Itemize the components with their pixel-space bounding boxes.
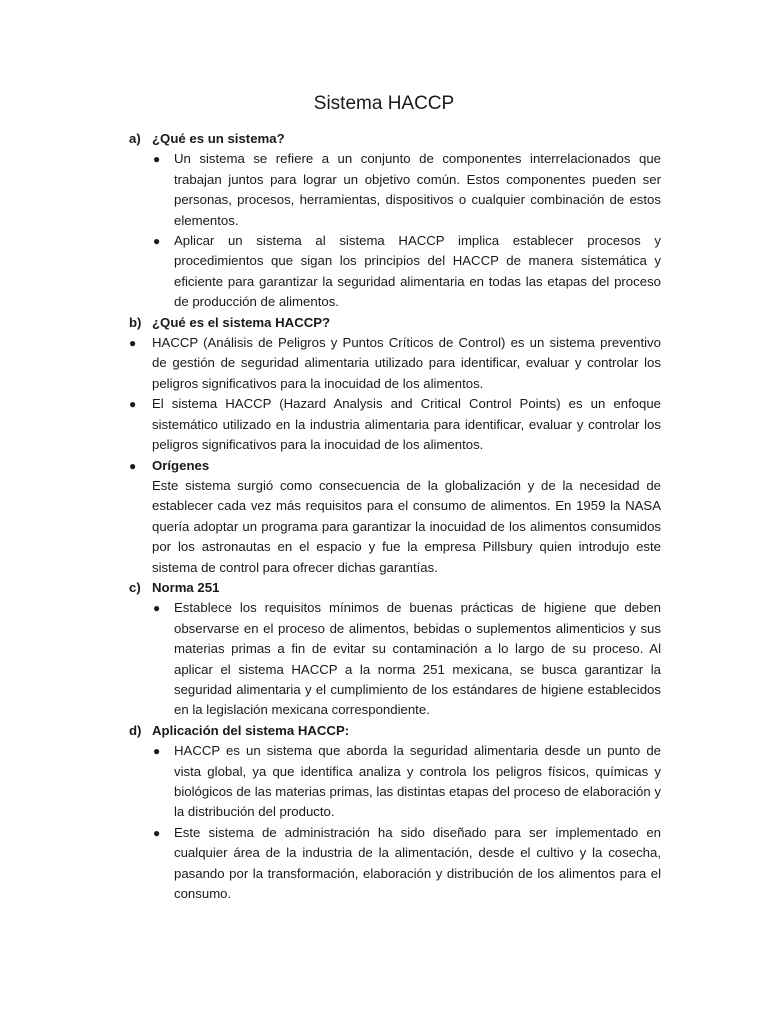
section-d-item-1	[129, 741, 661, 823]
section-c-title: Norma 251	[152, 579, 220, 595]
section-a-title: ¿Qué es un sistema?	[152, 131, 285, 146]
document-body	[129, 129, 661, 904]
bullet-icon: ●	[153, 601, 161, 616]
section-a-heading	[129, 129, 661, 149]
section-a-item-1-text: Un sistema se refiere a un conjunto de componentes interrelacionados que trabajan juntos para lograr un objetivo común. Estos componentes pueden ser personas, procesos, herramientas, dispositivos o cualquier combinación de estos elementos.	[174, 151, 661, 228]
bullet-icon: ●	[153, 744, 161, 759]
section-d-item-2-text: Este sistema de administración ha sido diseñado para ser implementado en cualquier área de la industria de la alimentación, desde el cultivo y la cosecha, pasando por la transformación, elaboración y distribución de los alimentos para el consumo.	[174, 824, 661, 902]
section-d-heading	[129, 721, 661, 741]
section-b-item-2	[129, 394, 661, 455]
section-b-item-2-text: El sistema HACCP (Hazard Analysis and Critical Control Points) es un enfoque sistemático utilizado en la industria alimentaria para identificar, evaluar y controlar los peligros significativos para la inocuidad de los alimentos.	[152, 396, 661, 453]
bullet-icon: ●	[129, 397, 137, 412]
bullet-icon: ●	[153, 825, 161, 840]
section-a-item-1	[129, 149, 661, 231]
origins-text: Este sistema surgió como consecuencia de la globalización y de la necesidad de establecer cada vez más requisitos para el consumo de alimentos. En 1959 la NASA quería adoptar un programa para garantizar la inocuidad de los alimentos consumidos por los astronautas en el espacio y fue la empresa Pillsbury quien introdujo este sistema de control para ofrecer dichas garantías.	[152, 477, 661, 575]
section-b-title: ¿Qué es el sistema HACCP?	[152, 314, 331, 330]
section-c-item-1	[129, 598, 661, 720]
section-a-item-2	[129, 231, 661, 313]
origins-label: Orígenes	[152, 457, 210, 473]
section-d-letter: d)	[129, 722, 142, 738]
section-b-item-1	[129, 333, 661, 394]
section-a-item-2-text: Aplicar un sistema al sistema HACCP implica establecer procesos y procedimientos que sigan los principios del HACCP de manera sistemática y eficiente para garantizar la seguridad alimentaria en todas las etapas del proceso de producción de alimentos.	[174, 233, 661, 310]
bullet-icon: ●	[129, 336, 137, 351]
section-d-item-1-text: HACCP es un sistema que aborda la seguridad alimentaria desde un punto de vista global, ya que identifica analiza y controla los peligros físicos, químicas y biológicos de las materias primas, las distintas etapas del proceso de elaboración y la distribución del producto.	[174, 743, 661, 820]
bullet-icon: ●	[153, 234, 161, 249]
section-d-item-2	[129, 823, 661, 905]
section-a-letter: a)	[129, 131, 141, 146]
document-title: Sistema HACCP	[313, 93, 455, 114]
section-c-item-1-text: Establece los requisitos mínimos de buenas prácticas de higiene que deben observarse en el proceso de alimentos, bebidas o suplementos alimenticios y sus materias primas a fin de evitar su contaminación a lo largo de su proceso. Al aplicar el sistema HACCP a la norma 251 mexicana, se busca garantizar la seguridad alimentaria y el cumplimiento de los estándares de higiene establecidos en la legislación mexicana correspondiente.	[174, 600, 661, 718]
section-b-item-1-text: HACCP (Análisis de Peligros y Puntos Críticos de Control) es un sistema preventivo de gestión de seguridad alimentaria utilizado para identificar, evaluar y controlar los peligros significativos para la inocuidad de los alimentos.	[152, 335, 661, 391]
bullet-icon: ●	[129, 458, 137, 473]
section-d-title: Aplicación del sistema HACCP:	[152, 722, 350, 738]
bullet-icon: ●	[153, 152, 161, 167]
section-b-letter: b)	[129, 314, 142, 330]
section-c-heading	[129, 578, 661, 598]
section-b-heading	[129, 313, 661, 333]
section-b-origins	[129, 456, 661, 578]
section-c-letter: c)	[129, 579, 141, 595]
